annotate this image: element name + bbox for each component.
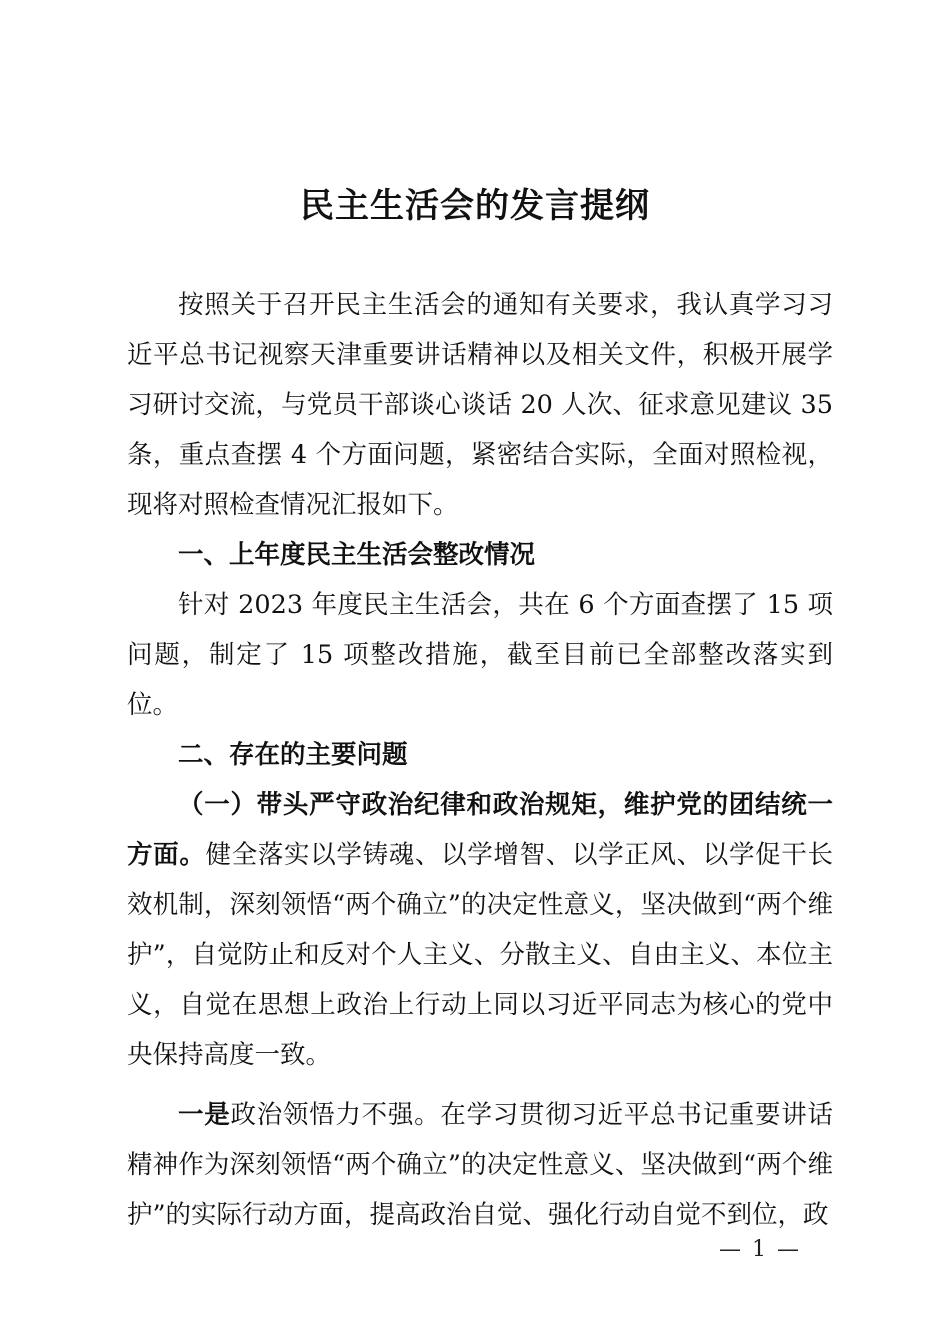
section-1-paragraph: 针对 2023 年度民主生活会，共在 6 个方面查摆了 15 项问题，制定了 15 项整改措施，截至目前已全部整改落实到位。	[127, 590, 833, 720]
page-number: — 1 —	[719, 1237, 801, 1262]
section-2-heading: 二、存在的主要问题	[178, 740, 408, 770]
document-body	[127, 280, 833, 1240]
document-title: 民主生活会的发言提纲	[300, 186, 650, 226]
subsection-1-heading: （一）带头严守政治纪律和政治规矩，维护党的团结统一方面。	[127, 790, 833, 870]
subsection-1-text: 健全落实以学铸魂、以学增智、以学正风、以学促干长效机制，深刻领悟“两个确立”的决定性意义，坚决做到“两个维护”，自觉防止和反对个人主义、分散主义、自由主义、本位主义，自觉在思想上政治上行动上同以习近平同志为核心的党中央保持高度一致。	[127, 840, 833, 1070]
point-1-paragraph	[127, 1090, 833, 1240]
point-1-lead: 一是	[178, 1100, 231, 1130]
point-1-text: 政治领悟力不强。在学习贯彻习近平总书记重要讲话精神作为深刻领悟“两个确立”的决定性意义、坚决做到“两个维护”的实际行动方面，提高政治自觉、强化行动自觉不到位，政	[127, 1100, 833, 1230]
subsection-1-paragraph	[127, 780, 833, 1080]
intro-paragraph: 按照关于召开民主生活会的通知有关要求，我认真学习习近平总书记视察天津重要讲话精神以及相关文件，积极开展学习研讨交流，与党员干部谈心谈话 20 人次、征求意见建议 35 条，重点查摆 4 个方面问题，紧密结合实际，全面对照检视，现将对照检查情况汇报如下。	[127, 290, 833, 520]
section-1-heading: 一、上年度民主生活会整改情况	[178, 540, 536, 570]
